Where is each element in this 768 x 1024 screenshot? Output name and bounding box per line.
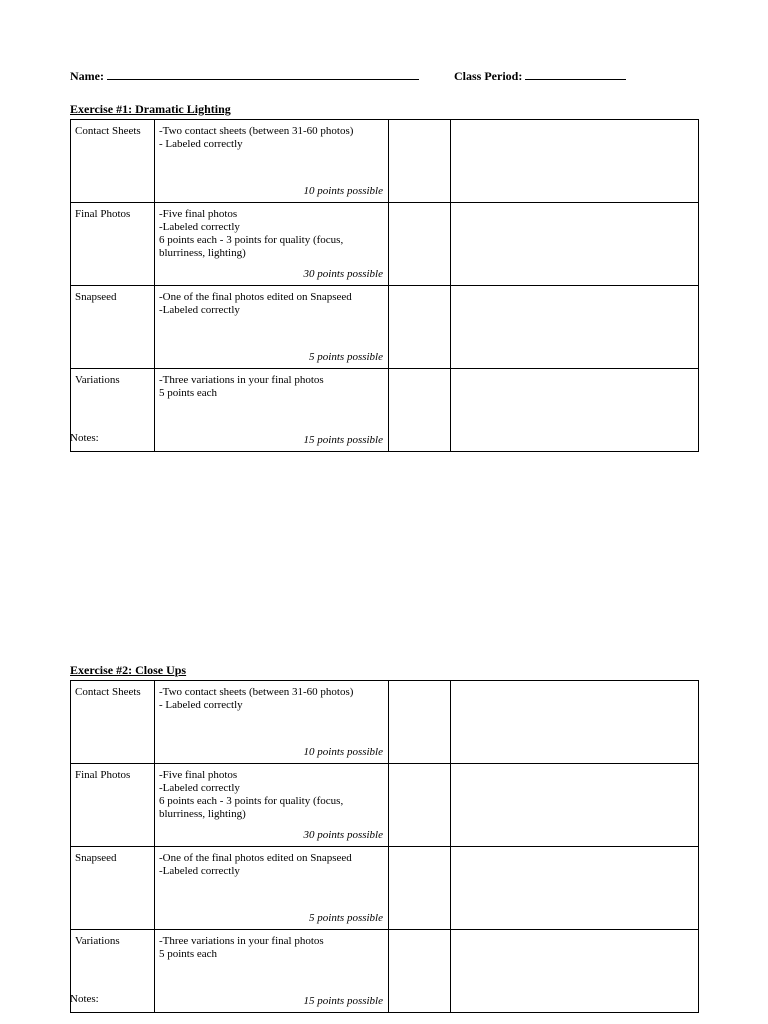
- criteria-line: -Labeled correctly: [159, 782, 240, 794]
- table-row: [71, 930, 699, 1013]
- comments-cell[interactable]: [451, 930, 699, 1013]
- table-row: [71, 369, 699, 452]
- table-row: [71, 120, 699, 203]
- criteria-line: blurriness, lighting): [159, 808, 246, 820]
- score-cell[interactable]: [389, 681, 451, 764]
- criteria-line: blurriness, lighting): [159, 247, 246, 259]
- category-cell: Snapseed: [71, 847, 155, 930]
- criteria-line: 5 points each: [159, 948, 218, 960]
- points-possible: 30 points possible: [303, 268, 383, 280]
- exercise-2-rubric-table: [70, 680, 699, 1013]
- comments-cell[interactable]: [451, 847, 699, 930]
- criteria-cell: [155, 930, 389, 1013]
- criteria-line: - Labeled correctly: [159, 699, 243, 711]
- points-possible: 10 points possible: [303, 185, 383, 197]
- criteria-line: -Labeled correctly: [159, 304, 240, 316]
- category-cell: Variations: [71, 930, 155, 1013]
- score-cell[interactable]: [389, 286, 451, 369]
- class-period-field: [454, 68, 626, 84]
- criteria-line: - Labeled correctly: [159, 138, 243, 150]
- table-row: [71, 286, 699, 369]
- criteria-line: -Labeled correctly: [159, 221, 240, 233]
- table-row: [71, 203, 699, 286]
- criteria-cell: [155, 847, 389, 930]
- points-possible: 5 points possible: [309, 351, 383, 363]
- criteria-cell: [155, 764, 389, 847]
- table-row: [71, 764, 699, 847]
- class-period-blank-line[interactable]: [525, 68, 626, 80]
- exercise-2-title: Exercise #2: Close Ups: [70, 663, 187, 677]
- category-cell: Contact Sheets: [71, 120, 155, 203]
- comments-cell[interactable]: [451, 203, 699, 286]
- criteria-cell: [155, 203, 389, 286]
- table-row: [71, 681, 699, 764]
- criteria-line: -Five final photos: [159, 769, 238, 781]
- criteria-line: 6 points each - 3 points for quality (focus,: [159, 234, 344, 246]
- criteria-line: -Three variations in your final photos: [159, 935, 324, 947]
- comments-cell[interactable]: [451, 681, 699, 764]
- points-possible: 5 points possible: [309, 912, 383, 924]
- name-field: [70, 68, 419, 84]
- name-blank-line[interactable]: [107, 68, 419, 80]
- criteria-line: 6 points each - 3 points for quality (focus,: [159, 795, 344, 807]
- comments-cell[interactable]: [451, 286, 699, 369]
- category-cell: Variations: [71, 369, 155, 452]
- name-label: Name:: [70, 69, 104, 83]
- criteria-line: -Labeled correctly: [159, 865, 240, 877]
- score-cell[interactable]: [389, 847, 451, 930]
- category-cell: Contact Sheets: [71, 681, 155, 764]
- notes-label: Notes:: [70, 993, 99, 1005]
- points-possible: 30 points possible: [303, 829, 383, 841]
- comments-cell[interactable]: [451, 120, 699, 203]
- table-row: [71, 847, 699, 930]
- points-possible: 15 points possible: [303, 995, 383, 1007]
- points-possible: 15 points possible: [303, 434, 383, 446]
- criteria-cell: [155, 681, 389, 764]
- criteria-line: -Five final photos: [159, 208, 238, 220]
- criteria-cell: [155, 369, 389, 452]
- criteria-line: -One of the final photos edited on Snapseed: [159, 852, 352, 864]
- category-cell: Snapseed: [71, 286, 155, 369]
- notes-label: Notes:: [70, 432, 99, 444]
- comments-cell[interactable]: [451, 369, 699, 452]
- score-cell[interactable]: [389, 120, 451, 203]
- exercise-1-title: Exercise #1: Dramatic Lighting: [70, 102, 231, 116]
- exercise-1-rubric-table: [70, 119, 699, 452]
- criteria-cell: [155, 286, 389, 369]
- criteria-cell: [155, 120, 389, 203]
- class-period-label: Class Period:: [454, 69, 523, 83]
- score-cell[interactable]: [389, 764, 451, 847]
- points-possible: 10 points possible: [303, 746, 383, 758]
- score-cell[interactable]: [389, 930, 451, 1013]
- criteria-line: -Two contact sheets (between 31-60 photos): [159, 686, 354, 698]
- criteria-line: -Three variations in your final photos: [159, 374, 324, 386]
- criteria-line: -One of the final photos edited on Snapseed: [159, 291, 352, 303]
- criteria-line: -Two contact sheets (between 31-60 photos): [159, 125, 354, 137]
- score-cell[interactable]: [389, 203, 451, 286]
- comments-cell[interactable]: [451, 764, 699, 847]
- criteria-line: 5 points each: [159, 387, 218, 399]
- category-cell: Final Photos: [71, 203, 155, 286]
- score-cell[interactable]: [389, 369, 451, 452]
- category-cell: Final Photos: [71, 764, 155, 847]
